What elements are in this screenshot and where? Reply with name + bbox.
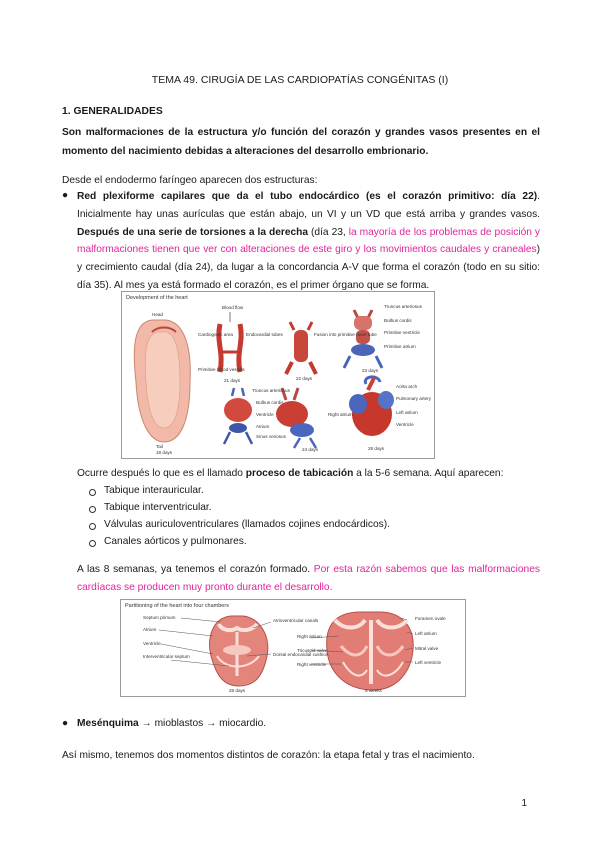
fig1-label-truncus: Truncus arteriosus: [384, 304, 422, 309]
eight-weeks-paragraph: [77, 561, 540, 597]
tabicacion-bold: proceso de tabicación: [245, 468, 354, 479]
fig1-label-right-atrium: Right atrium: [328, 412, 353, 417]
fig1-label-prim-atrium: Primitive atrium: [384, 344, 416, 349]
bullet1-text-a: . Inicialmente hay unas aurículas que están abajo, un VI y un VD que está arriba y grandes vasos.: [77, 191, 540, 220]
heart-development-figure: [121, 291, 435, 459]
fig1-label-fusion: Fusion into primitive heart tube: [314, 332, 377, 337]
fig1-label-atrium: Atrium: [256, 424, 270, 429]
fig2-label-right-atrium: Right atrium: [297, 634, 322, 639]
fig1-label-24-days: 24 days: [302, 447, 319, 452]
fig1-label-head: Head: [152, 312, 163, 317]
bullet-dot-2: ●: [62, 718, 69, 729]
fig2-label-mitral: Mitral valve: [415, 646, 439, 651]
fig1-label-28-days: 28 days: [368, 446, 385, 451]
fig1-label-21-days: 21 days: [224, 378, 241, 383]
bullet1-text-b: (día 23,: [308, 226, 349, 238]
sub-bullet-3: [89, 523, 96, 530]
bullet1-pink: la mayoría de los problemas de posición y malformaciones tienen que ver con alteraciones de este giro y los movimientos caudales y craneales: [77, 226, 541, 256]
eight-weeks-normal: A las 8 semanas, ya tenemos el corazón formado.: [77, 564, 314, 575]
fig2-label-atrium: Atrium: [143, 627, 157, 632]
fig2-label-ventricle: Ventricle: [143, 641, 161, 646]
fig2-label-foramen: Foramen ovale: [415, 616, 446, 621]
fig1-label-cardiogenic: Cardiogenic area: [198, 332, 233, 337]
fig2-label-left-ventricle: Left ventricle: [415, 660, 442, 665]
fig1-label-bulbus2: Bulbus cordis: [256, 400, 284, 405]
mesenquima-line: [77, 718, 266, 729]
fig1-label-pulm-artery: Pulmonary artery: [396, 396, 431, 401]
fig1-label-ventricle: Ventricle: [256, 412, 274, 417]
fig1-label-primitive-blood: Primitive blood vessels: [198, 367, 245, 372]
sub-bullet-4: [89, 540, 96, 547]
bullet1-bold-b: Después de una serie de torsiones a la derecha: [77, 226, 309, 238]
tabicacion-pre: Ocurre después lo que es el llamado: [77, 468, 246, 479]
fig2-label-8-weeks: 8 weeks: [365, 688, 382, 693]
bullet1-text-c: ) y crecimiento caudal (día 24), da lugar a la concordancia A-V que forma el corazón (todo en su sitio: día 35). Al mes ya está formado el corazón, es el primer órgano que se forma.: [77, 244, 540, 291]
fig1-label-18-days: 18 days: [156, 450, 173, 455]
fig1-label-bulbus: Bulbus cordis: [384, 318, 412, 323]
mesenquima-bold: Mesénquima: [77, 718, 139, 729]
fig2-label-right-ventricle: Right ventricle: [297, 662, 327, 667]
fig1-label-blood-flow: Blood flow: [222, 305, 244, 310]
fig1-label-left-atrium: Left atrium: [396, 410, 418, 415]
sub-bullet-2: [89, 506, 96, 513]
endoderm-line: Desde el endodermo faríngeo aparecen dos estructuras:: [62, 175, 318, 186]
figure1-title: Development of the heart: [126, 295, 188, 301]
fig1-label-23-days: 23 days: [362, 368, 379, 373]
fig1-label-tail: Tail: [156, 444, 163, 449]
page-title: TEMA 49. CIRUGÍA DE LAS CARDIOPATÍAS CONGÉNITAS (I): [151, 74, 449, 86]
bullet1-paragraph: [77, 188, 540, 295]
eight-weeks-pink: Por esta razón sabemos que las malformaciones cardíacas se producen muy pronto durante el desarrollo.: [77, 564, 540, 593]
section-heading: 1. GENERALIDADES: [62, 106, 163, 117]
figure2-title: Partitioning of the heart into four chambers: [125, 603, 229, 609]
fig1-label-aorta: Aorta arch: [396, 384, 418, 389]
sub-item-4: Canales aórticos y pulmonares.: [104, 536, 247, 547]
fig1-label-truncus2: Truncus arteriosus: [252, 388, 290, 393]
fig2-label-septum-primum: Septum primum: [143, 615, 176, 620]
bullet1-bold-a: Red plexiforme capilares que da el tubo endocárdico (es el corazón primitivo: día 22): [77, 191, 538, 202]
fig2-label-28-days: 28 days: [229, 688, 246, 693]
sub-bullet-1: [89, 489, 96, 496]
page-number: 1: [521, 798, 527, 809]
bullet-dot: ●: [62, 190, 69, 201]
fig2-label-iv-septum: Interventricular septum: [143, 654, 190, 659]
fig2-label-av-canal: Atrioventricular canals: [273, 618, 319, 623]
sub-item-3: Válvulas auriculoventriculares (llamados cojines endocárdicos).: [104, 519, 390, 530]
fig1-label-ventricle3: Ventricle: [396, 422, 414, 427]
tabicacion-post: a la 5-6 semana. Aquí aparecen:: [353, 468, 504, 479]
mesenquima-rest: → mioblastos → miocardio.: [138, 718, 267, 729]
heart-partitioning-figure: [120, 599, 466, 697]
fig1-label-sinus: Sinus venosus: [256, 434, 286, 439]
closing-line: Así mismo, tenemos dos momentos distintos de corazón: la etapa fetal y tras el nacimiento.: [62, 750, 475, 761]
fig1-label-22-days: 22 days: [296, 376, 313, 381]
fig2-label-left-atrium: Left atrium: [415, 631, 437, 636]
fig1-label-endocardial: Endocardial tubes: [246, 332, 283, 337]
fig2-label-tricuspid: Tricuspid valve: [297, 648, 328, 653]
intro-paragraph: Son malformaciones de la estructura y/o función del corazón y grandes vasos presentes en el momento del nacimiento debidas a alteraciones del desarrollo embrionario.: [62, 127, 540, 157]
sub-item-1: Tabique interauricular.: [104, 485, 204, 496]
tabicacion-line: [77, 468, 547, 479]
fig1-label-prim-ventricle: Primitive ventricle: [384, 330, 420, 335]
sub-item-2: Tabique interventricular.: [104, 502, 212, 513]
fig2-label-endocardial: Dorsal endocardial cushion: [273, 652, 329, 657]
